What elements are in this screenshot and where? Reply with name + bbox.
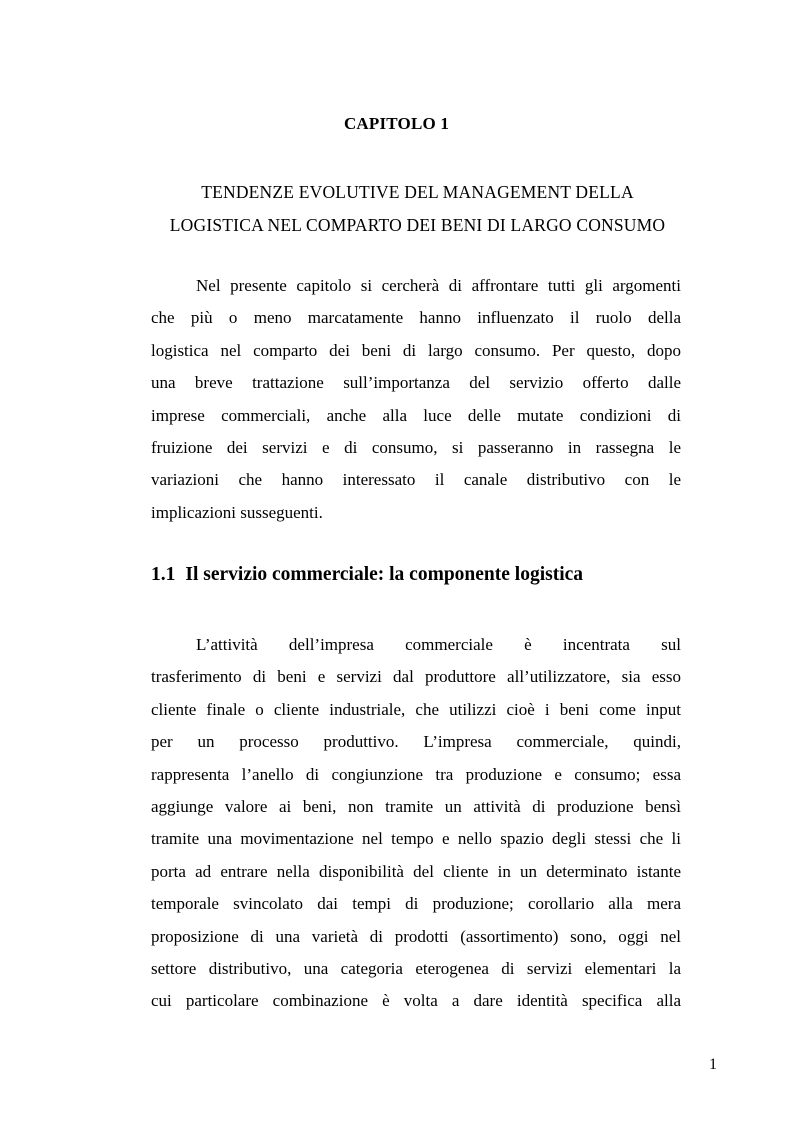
paragraph-line: implicazioni susseguenti. — [151, 502, 323, 522]
paragraph-line: per un processo produttivo. L’impresa commerciale, quindi, — [151, 732, 681, 752]
chapter-title-line: LOGISTICA NEL COMPARTO DEI BENI DI LARGO CONSUMO — [169, 215, 666, 235]
paragraph-line: tramite una movimentazione nel tempo e nello spazio degli stessi che li — [151, 829, 681, 849]
paragraph-line: fruizione dei servizi e di consumo, si passeranno in rassegna le — [151, 437, 681, 457]
paragraph-line: porta ad entrare nella disponibilità del cliente in un determinato istante — [151, 861, 681, 881]
page-number: 1 — [709, 1056, 717, 1073]
paragraph-line: logistica nel comparto dei beni di largo consumo. Per questo, dopo — [151, 340, 681, 360]
paragraph-line: imprese commerciali, anche alla luce delle mutate condizioni di — [151, 405, 681, 425]
section-paragraph — [151, 629, 681, 1018]
chapter-title — [140, 176, 695, 242]
paragraph-line: cui particolare combinazione è volta a dare identità specifica alla — [151, 991, 681, 1011]
section-heading — [151, 564, 583, 586]
paragraph-line: variazioni che hanno interessato il canale distributivo con le — [151, 470, 681, 490]
paragraph-line: rappresenta l’anello di congiunzione tra produzione e consumo; essa — [151, 764, 681, 784]
paragraph-line: una breve trattazione sull’importanza del servizio offerto dalle — [151, 373, 681, 393]
paragraph-line: L’attività dell’impresa commerciale è incentrata sul — [196, 635, 681, 654]
paragraph-line: che più o meno marcatamente hanno influenzato il ruolo della — [151, 308, 681, 328]
section-title: Il servizio commerciale: la componente logistica — [185, 564, 584, 585]
paragraph-line: aggiunge valore ai beni, non tramite un attività di produzione bensì — [151, 796, 681, 816]
paragraph-line: cliente finale o cliente industriale, che utilizzi cioè i beni come input — [151, 699, 681, 719]
paragraph-line: settore distributivo, una categoria eterogenea di servizi elementari la — [151, 958, 681, 978]
paragraph-line: trasferimento di beni e servizi dal produttore all’utilizzatore, sia esso — [151, 667, 681, 687]
paragraph-line: proposizione di una varietà di prodotti (assortimento) sono, oggi nel — [151, 926, 681, 946]
section-number: 1.1 — [151, 564, 176, 585]
paragraph-line: Nel presente capitolo si cercherà di affrontare tutti gli argomenti — [196, 276, 681, 295]
chapter-title-line: TENDENZE EVOLUTIVE DEL MANAGEMENT DELLA — [201, 182, 634, 202]
paragraph-line: temporale svincolato dai tempi di produzione; corollario alla mera — [151, 894, 681, 914]
chapter-label: CAPITOLO 1 — [343, 114, 450, 133]
intro-paragraph — [151, 270, 681, 529]
